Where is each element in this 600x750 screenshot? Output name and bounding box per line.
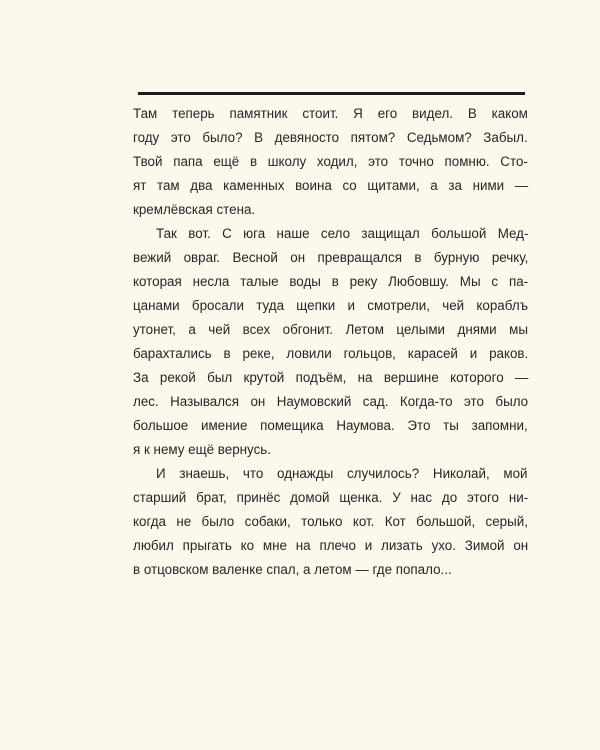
text-line: кремлёвская стена. [133,202,256,217]
text-line: Там теперь памятник стоит. Я его видел. В каком [133,106,528,121]
text-line: большое имение помещика Наумова. Это ты запомни, [133,418,528,433]
text-line: утонет, а чей всех обгонит. Летом целыми днями мы [133,322,528,337]
text-line: барахтались в реке, ловили гольцов, карасей и раков. [133,346,529,361]
text-line: И знаешь, что однажды случилось? Николай, мой [156,466,528,481]
text-line: которая несла талые воды в реку Любовшу. Мы с па- [133,274,529,289]
text-line: вежий овраг. Весной он превращался в бурную речку, [133,250,529,265]
text-line: я к нему ещё вернусь. [133,442,271,457]
text-line: За рекой был крутой подъём, на вершине которого — [133,370,529,385]
text-line: ят там два каменных воина со щитами, а за ними — [133,178,529,193]
top-divider-rule [138,92,525,95]
text-line: Твой папа ещё в школу ходил, это точно помню. Сто- [133,154,528,169]
text-line: цанами бросали туда щепки и смотрели, чей кораблъ [133,298,529,313]
text-line: лес. Назывался он Наумовский сад. Когда-то это было [133,394,529,409]
text-line: любил прыгать ко мне на плечо и лизать ухо. Зимой он [133,538,529,553]
text-line: Так вот. С юга наше село защищал большой Мед- [156,226,529,241]
text-line: в отцовском валенке спал, а летом — где попало... [133,562,452,577]
text-line: когда не было собаки, только кот. Кот большой, серый, [133,514,528,529]
text-line: старший брат, принёс домой щенка. У нас до этого ни- [133,490,529,505]
text-line: году это было? В девяносто пятом? Седьмом? Забыл. [133,130,528,145]
